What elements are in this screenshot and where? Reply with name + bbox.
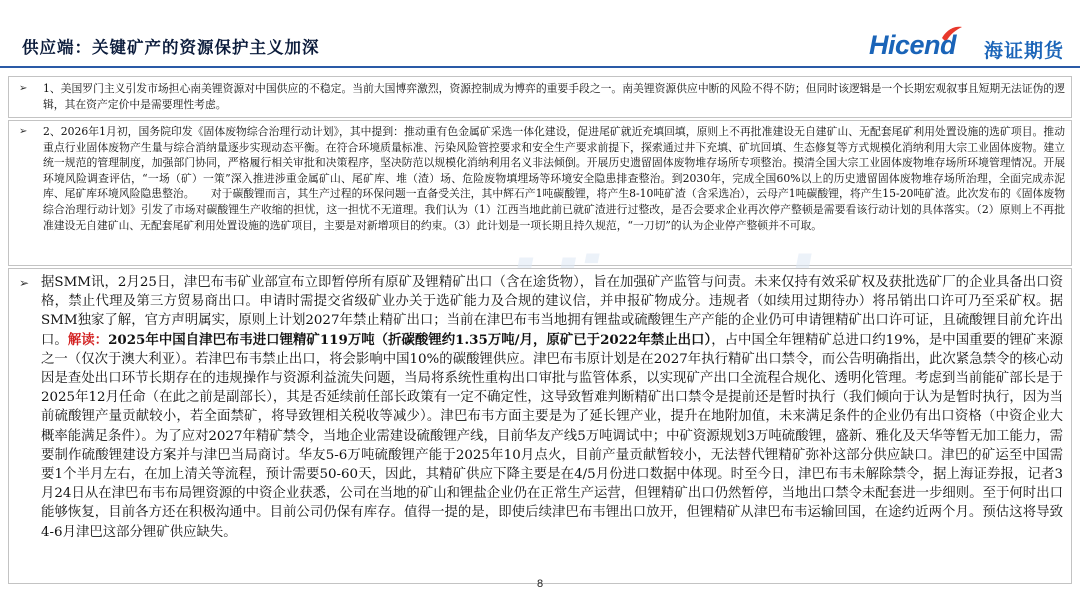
logo-chinese: 海证期货: [983, 40, 1064, 62]
key-data-highlight: 2025年中国自津巴布韦进口锂精矿119万吨（折碳酸锂约1.35万吨/月，原矿已于2022年禁止出口）: [108, 331, 712, 348]
arrow-bullet-icon: ➢: [19, 276, 30, 290]
bullet-item: [19, 81, 1065, 112]
slide-header: [0, 0, 1080, 64]
logo-english: Hicend: [868, 30, 956, 60]
company-logo: [814, 26, 1064, 62]
arrow-bullet-icon: ➢: [19, 126, 28, 137]
arrow-bullet-icon: ➢: [19, 83, 28, 94]
title-divider: [0, 66, 1080, 68]
main-point-box: [8, 268, 1072, 584]
page-number: 8: [536, 578, 544, 590]
bullet-item: [19, 273, 1063, 542]
point-text: 1、美国罗门主义引发市场担心南美锂资源对中国供应的不稳定。当前大国博弈激烈，资源控制成为博弈的重要手段之一。南美锂资源供应中断的风险不得不防；但同时该逻辑是一个长期宏观叙事且短期无法证伪的逻辑，其在资产定价中是需要理性考虑。: [43, 82, 1065, 111]
interpretation-label: 解读：: [67, 331, 109, 348]
main-text-part2: ，占中国全年锂精矿总进口约19%，是中国重要的锂矿来源之一（仅次于澳大利亚）。若津巴布韦禁止出口，将会影响中国10%的碳酸锂供应。津巴布韦原计划是在2027年执行精矿出口禁令，而公告明确指出，此次紧急禁令的核心动因是查处出口环节长期存在的违规操作与资源利益流失问题，当局将系统性重构出口审批与监管体系，以实现矿产出口全流程合规化、透明化管理。考虑到当前能矿部长是于2025年12月任命（在此之前是副部长），其是否延续前任部长政策有一定不确定性，这导致暂难判断精矿出口禁令是提前还是暂时执行（我们倾向于认为是暂时执行，因为当前硫酸锂产量贡献较小，若全面禁矿，将导致锂相关税收等减少）。津巴布韦方面主要是为了延长锂产业，提升在地附加值，未来满足条件的企业仍有出口资格（中资企业大概率能满足条件）。为了应对2027年精矿禁令，当地企业需建设硫酸锂产线，目前华友产线5万吨调试中；中矿资源规划3万吨硫酸锂，盛新、雅化及天华等暂无加工能力，需要制作硫酸锂建设方案并与津巴当局商讨。华友5-6万吨硫酸锂产能于2025年10月点火，目前产量贡献暂较小，无法替代锂精矿弥补这部分供应缺口。津巴的矿运至中国需要1个半月左右，在加上清关等流程，预计需要50-60天，因此，其精矿供应下降主要是在4/5月份进口数据中体现。时至今日，津巴布韦未解除禁令，据上海证券报，记者3月24日从在津巴布韦布局锂资源的中资企业获悉，公司在当地的矿山和锂盐企业仍在正常生产运营，但锂精矿出口仍然暂停，当地出口禁令未配套进一步细则。至于何时出口能够恢复，目前各方还在积极沟通中。目前公司仍保有库存。值得一提的是，即使后续津巴布韦锂出口放开，但锂精矿从津巴布韦运输回国，在途约近两个月。预估这将导致4-6月津巴这部分锂矿供应缺失。: [41, 332, 1064, 540]
main-text-part1: 据SMM讯，2月25日，津巴布韦矿业部宣布立即暂停所有原矿及锂精矿出口（含在途货物），旨在加强矿产监管与问责。未来仅持有效采矿权及获批选矿厂的企业具备出口资格，禁止代理及第三方贸易商出口。申请时需提交省级矿业办关于选矿能力及合规的建议信，并申报矿物成分。违规者（如续用过期待办）将吊销出口许可乃至采矿权。据SMM独家了解，官方声明属实，原则上计划2027年禁止精矿出口；当前在津巴布韦当地拥有锂盐或硫酸锂生产产能的企业仍可申请锂精矿出口许可证，且硫酸锂目前允许出口。: [41, 275, 1063, 348]
page-title: 供应端：关键矿产的资源保护主义加深: [22, 38, 320, 57]
bullet-item: [19, 124, 1065, 233]
point-text: 2、2026年1月初，国务院印发《固体废物综合治理行动计划》，其中提到：推动重有色金属矿采选一体化建设，促进尾矿就近充填回填，原则上不再批准建设无自建矿山、无配套尾矿利用处置设施的选矿项目。推动重点行业固体废物产生量与综合消纳量逐步实现动态平衡。在符合环境质量标准、污染风险管控要求和安全生产要求前提下，探索通过井下充填、矿坑回填、生态修复等方式规模化消纳利用大宗工业固体废物。建立统一规范的管理制度，加强部门协同，严格履行相关审批和决策程序，坚决防范以规模化消纳利用名义非法倾倒。开展历史遗留固体废物堆存场所专项整治。摸清全国大宗工业固体废物堆存场所环境管理情况。开展环境风险调查评估，“一场（矿）一策”深入推进涉重金属矿山、尾矿库、堆（渣）场、危险废物填埋场等环境安全隐患排查整治。到2030年，完成全国60%以上的历史遗留固体废物堆存场所治理，全面完成赤泥库、尾矿库环境风险隐患整治。 对于碳酸锂而言，其生产过程的环保问题一直备受关注，其中辉石产1吨碳酸锂，将产生8-10吨矿渣（含采选冶），云母产1吨碳酸锂，将产生15-20吨矿渣。此次发布的《固体废物综合治理行动计划》引发了市场对碳酸锂生产收缩的担忧，这一担忧不无道理。我们认为（1）江西当地此前已就矿渣进行过整改，是否会要求企业再次停产整顿是需要看该行动计划的具体落实。（2）原则上不再批准建设无自建矿山、无配套尾矿利用处置设施的选矿项目，主要是对新增项目的约束。（3）此计划是一项长期且持久规范，“一刀切”的认为企业停产整顿并不可取。: [43, 125, 1065, 232]
point-box-1: [8, 76, 1072, 118]
main-point-text: [41, 273, 1063, 542]
